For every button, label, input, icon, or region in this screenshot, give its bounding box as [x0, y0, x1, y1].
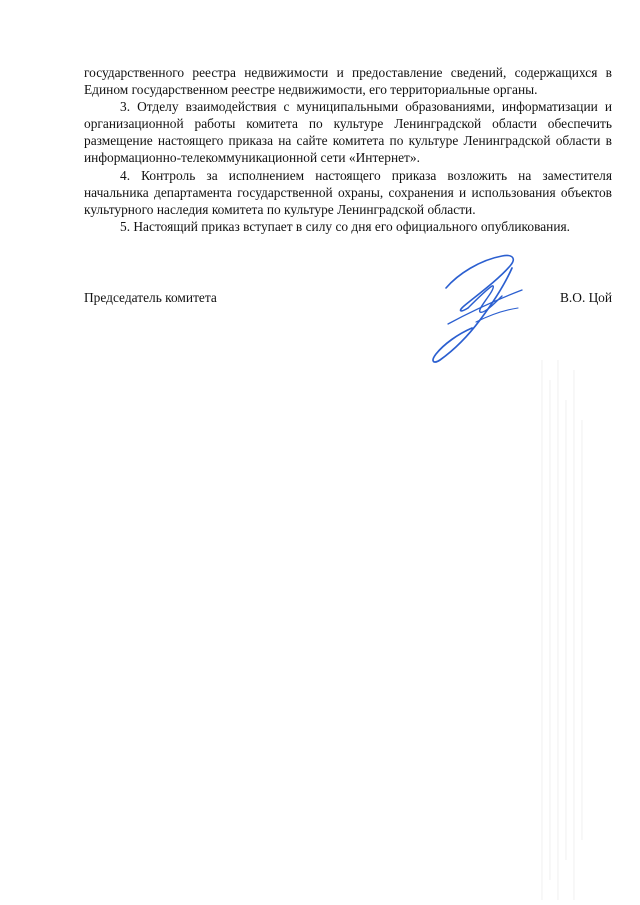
- signatory-name: В.О. Цой: [560, 290, 612, 305]
- handwritten-signature: [418, 250, 538, 368]
- paragraph-4: 4. Контроль за исполнением настоящего приказа возложить на заместителя начальника департамента государственной охраны, сохранения и использования объектов культурного наследия комитета по культуре Ленинградской области.: [84, 167, 612, 217]
- signature-stroke-upper-loop: [446, 255, 513, 310]
- paragraph-3: 3. Отделу взаимодействия с муниципальными образованиями, информатизации и организационной работы комитета по культуре Ленинградской области обеспечить размещение настоящего приказа на сайте комитета по культуре Ленинградской области в информационно-телекоммуникационной сети «Интернет».: [84, 99, 612, 166]
- signature-stroke-tail: [476, 308, 518, 322]
- document-body: [84, 64, 612, 235]
- scan-edge-artifact: [534, 360, 594, 900]
- paragraph-5: 5. Настоящий приказ вступает в силу со дня его официального опубликования.: [120, 218, 570, 234]
- signatory-title: Председатель комитета: [84, 290, 217, 305]
- paragraph-continuation: государственного реестра недвижимости и предоставление сведений, содержащихся в Едином государственном реестре недвижимости, его территориальные органы.: [84, 65, 612, 98]
- signature-stroke-crossbar: [448, 290, 522, 324]
- signature-stroke-descender: [433, 268, 512, 362]
